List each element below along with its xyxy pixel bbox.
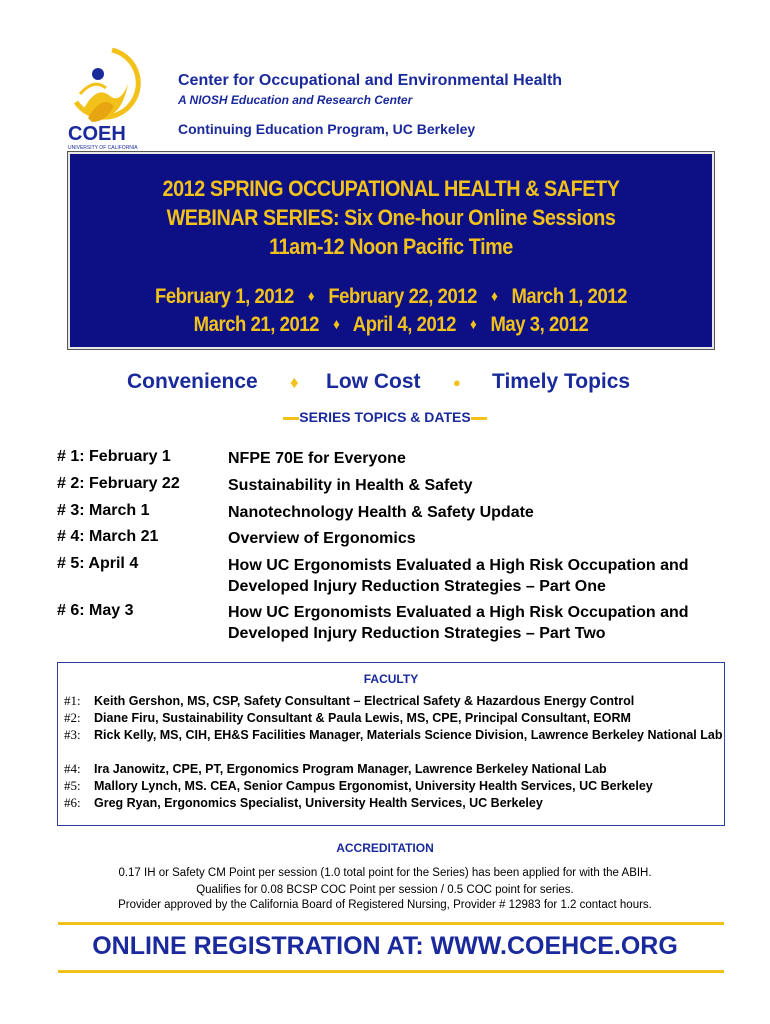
faculty-text: Mallory Lynch, MS. CEA, Senior Campus Ergonomist, University Health Services, UC Berkeley (94, 779, 653, 793)
header-title: Center for Occupational and Environmental Health (178, 72, 563, 89)
faculty-number: #5: (64, 778, 81, 793)
accreditation-line-3: Provider approved by the California Board of Registered Nursing, Provider # 12983 for 1.2 contact hours. (118, 899, 652, 911)
series-heading (0, 409, 770, 425)
topic-title: Sustainability in Health & Safety (228, 477, 473, 494)
topic-number-date: # 2: February 22 (57, 475, 180, 492)
faculty-number: #1: (64, 693, 81, 708)
topic-number-date: # 4: March 21 (57, 528, 159, 545)
logo-text: COEH (68, 123, 126, 145)
faculty-heading: FACULTY (363, 672, 419, 686)
accreditation-heading: ACCREDITATION (336, 841, 434, 855)
faculty-number: #4: (64, 761, 81, 776)
bullet-icon: ● (453, 375, 461, 390)
banner-line-3: 11am-12 Noon Pacific Time (269, 234, 513, 259)
header-program: Continuing Education Program, UC Berkeley (178, 121, 476, 137)
title-banner (68, 152, 714, 349)
dash-decoration (283, 417, 299, 420)
tagline-timely-topics: Timely Topics (492, 370, 631, 393)
series-heading-text: SERIES TOPICS & DATES (299, 409, 471, 425)
accreditation-line-1: 0.17 IH or Safety CM Point per session (1.0 total point for the Series) has been applied for with the ABIH. (118, 867, 652, 879)
session-date: February 1, 2012 (154, 285, 294, 308)
faculty-number: #2: (64, 710, 81, 725)
session-date: March 1, 2012 (511, 285, 627, 308)
dash-decoration (471, 417, 487, 420)
topic-number-date: # 1: February 1 (57, 448, 171, 465)
faculty-number: #3: (64, 727, 81, 742)
tagline-convenience: Convenience (127, 370, 258, 393)
diamond-icon: ♦ (491, 288, 498, 305)
faculty-number: #6: (64, 795, 81, 810)
divider-top (58, 922, 724, 925)
faculty-text: Diane Firu, Sustainability Consultant & Paula Lewis, MS, CPE, Principal Consultant, EORM (94, 711, 631, 725)
faculty-text: Greg Ryan, Ergonomics Specialist, University Health Services, UC Berkeley (94, 796, 543, 810)
banner-dates-row-1 (109, 285, 674, 309)
faculty-text: Rick Kelly, MS, CIH, EH&S Facilities Manager, Materials Science Division, Lawrence Berkeley National Lab (94, 728, 723, 742)
diamond-icon: ♦ (307, 288, 315, 305)
tagline-low-cost: Low Cost (326, 370, 421, 393)
topic-number-date: # 6: May 3 (57, 602, 134, 619)
diamond-icon: ♦ (333, 316, 340, 333)
coeh-logo (62, 44, 162, 164)
session-date: May 3, 2012 (490, 313, 589, 336)
registration-link[interactable]: ONLINE REGISTRATION AT: WWW.COEHCE.ORG (92, 932, 678, 960)
faculty-text: Keith Gershon, MS, CSP, Safety Consultant – Electrical Safety & Hazardous Energy Control (94, 694, 635, 708)
logo-sub1: UNIVERSITY OF CALIFORNIA (68, 145, 138, 151)
topic-number-date: # 5: April 4 (57, 555, 139, 572)
diamond-icon: ♦ (290, 373, 299, 392)
topic-title: Nanotechnology Health & Safety Update (228, 504, 534, 521)
faculty-box (57, 662, 725, 826)
banner-line-2: WEBINAR SERIES: Six One-hour Online Sessions (166, 205, 616, 230)
banner-dates-row-2 (109, 313, 674, 337)
topic-number-date: # 3: March 1 (57, 502, 150, 519)
banner-line-1: 2012 SPRING OCCUPATIONAL HEALTH & SAFETY (162, 176, 620, 201)
topic-title: NFPE 70E for Everyone (228, 450, 406, 467)
topic-title: How UC Ergonomists Evaluated a High Risk Occupation and Developed Injury Reduction Strategies – Part One (228, 557, 689, 595)
diamond-icon: ♦ (470, 316, 477, 333)
session-date: February 22, 2012 (328, 285, 477, 308)
divider-bottom (58, 970, 724, 973)
topic-title: Overview of Ergonomics (228, 530, 416, 547)
faculty-text: Ira Janowitz, CPE, PT, Ergonomics Program Manager, Lawrence Berkeley National Lab (94, 762, 607, 776)
accreditation-line-2: Qualifies for 0.08 BCSP COC Point per session / 0.5 COC point for series. (196, 884, 574, 896)
topic-title: How UC Ergonomists Evaluated a High Risk Occupation and Developed Injury Reduction Strategies – Part Two (228, 604, 689, 642)
session-date: March 21, 2012 (193, 313, 319, 336)
session-date: April 4, 2012 (352, 313, 456, 336)
header-subtitle: A NIOSH Education and Research Center (178, 93, 413, 107)
